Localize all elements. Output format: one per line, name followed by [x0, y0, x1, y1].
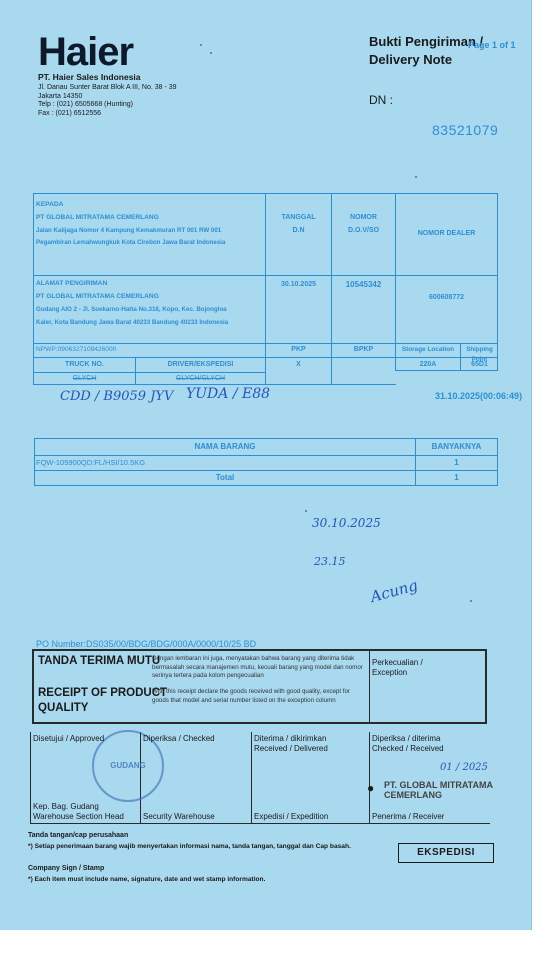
handwritten-date: 30.10.2025 [312, 516, 381, 530]
handwritten-driver: YUDA / E88 [186, 386, 271, 402]
tanda-terima-title: TANDA TERIMA MUTU [38, 655, 161, 667]
nomor-header: NOMOR [350, 214, 377, 221]
kepada-label: KEPADA [36, 201, 64, 208]
kepada-name: PT GLOBAL MITRATAMA CEMERLANG [36, 214, 159, 221]
printed-timestamp: 31.10.2025(00:06:49) [435, 391, 523, 401]
haier-logo: Haier [38, 30, 134, 74]
total-value: 1 [454, 473, 459, 482]
bpkp-header: BPKP [353, 346, 374, 353]
receiver-label: Penerima / Receiver [372, 812, 445, 821]
npwp: NPWP:0906327109426000 [36, 346, 117, 353]
dn-number: 83521079 [432, 122, 499, 138]
checked-label: Diperiksa / Checked [143, 734, 215, 743]
company-address: Jl. Danau Sunter Barat Blok A III, No. 38 - 39 Jakarta 14350 Telp : (021) 6505668 (Hunting) Fax : (021) 6512556 [38, 84, 177, 117]
nomor-sub-header: D.O.V/SO [347, 227, 380, 234]
nomor-value: 10545342 [345, 280, 382, 289]
receipt-quality-title: RECEIPT OF PRODUCT QUALITY [38, 687, 168, 714]
po-number: PO Number:DS035/00/BDG/BDG/000A/0000/10/25 BD [36, 639, 257, 649]
dn-label: DN : [369, 93, 393, 107]
document-title: Bukti Pengiriman / Delivery Note [369, 34, 484, 67]
checked-received-label: Diperiksa / diterima Checked / Received [372, 734, 444, 753]
pkp-value: X [296, 361, 301, 368]
shipping-point-header: Shipping Point [466, 346, 493, 363]
nomor-dealer-header: NOMOR DEALER [417, 230, 476, 237]
handwritten-truck: CDD / B9059 JYV [60, 389, 174, 404]
total-label: Total [215, 473, 235, 482]
driver-value: GLYCH/GLYCH [175, 375, 226, 382]
exception-label: Perkecualian / Exception [372, 658, 423, 677]
tanggal-value: 30.10.2025 [280, 281, 317, 288]
copy-label-ekspedisi: EKSPEDISI [398, 843, 494, 863]
truck-header: TRUCK NO. [65, 361, 104, 368]
alamat-address-2: Kaler, Kota Bandung Jawa Barat 40233 Bandung 40233 Indonesia [36, 319, 229, 326]
item-name: FQW-105900QD:FL/HSI/10.5KG [36, 458, 146, 467]
truck-value: GLYCH [72, 375, 97, 382]
driver-header: DRIVER/EKSPEDISI [167, 361, 234, 368]
alamat-address-1: Gudang AIO 2 - Jl. Soekarno-Hatta No.318, Kopo, Kec. Bojongloa [36, 306, 227, 313]
tanggal-sub-header: D.N [292, 227, 305, 234]
receiver-stamp-date: 01 / 2025 [440, 762, 488, 773]
warehouse-stamp: GUDANG [110, 761, 146, 770]
receipt-quality-desc: With this receipt declare the goods received with good quality, except for goods that model and serial number listed on the exception column [152, 688, 350, 704]
tanggal-header: TANGGAL [281, 214, 316, 221]
company-sign-label: Company Sign / Stamp [28, 865, 105, 872]
stamp-logo-icon: ● [367, 781, 375, 795]
dealer-value: 600608772 [428, 294, 465, 301]
storage-location-header: Storage Location [401, 346, 455, 353]
kepada-address-1: Jalan Kalijaga Nomor 4 Kampung Kemakmuran RT 001 RW 001 [36, 227, 222, 234]
handwritten-time: 23.15 [314, 555, 346, 568]
handwritten-signature: Acung [368, 576, 420, 606]
tanda-terima-desc: Dengan lembaran ini juga, menyatakan bahwa barang yang diterima tidak bermasalah secara manajemen mutu, kecuali barang yang model dan nomor serinya tertera pada kolom pengecualian [152, 655, 363, 680]
storage-value: 220A [419, 361, 437, 368]
receiver-company-stamp: PT. GLOBAL MITRATAMA CEMERLANG [384, 780, 493, 800]
col-banyaknya: BANYAKNYA [431, 442, 482, 451]
security-label: Security Warehouse [143, 812, 215, 821]
expedisi-label: Expedisi / Expedition [254, 812, 329, 821]
alamat-label: ALAMAT PENGIRIMAN [36, 280, 108, 287]
sign-stamp-label: Tanda tangan/cap perusahaan [28, 832, 129, 839]
alamat-name: PT GLOBAL MITRATAMA CEMERLANG [36, 293, 159, 300]
approved-label: Disetujui / Approved [33, 734, 105, 743]
company-name: PT. Haier Sales Indonesia [38, 72, 141, 82]
warehouse-head-label: Kep. Bag. Gudang Warehouse Section Head [33, 802, 124, 821]
page-number: Page 1 of 1 [468, 40, 516, 50]
company-sign-note: *) Each item must include name, signature, date and wet stamp information. [28, 876, 266, 883]
item-qty: 1 [454, 458, 459, 467]
sign-stamp-note: *) Setiap penerimaan barang wajib menyertakan informasi nama, tanda tangan, tanggal dan Cap basah. [28, 843, 351, 850]
shipping-value: 65D1 [471, 361, 488, 368]
col-nama-barang: NAMA BARANG [194, 442, 256, 451]
pkp-header: PKP [291, 346, 306, 353]
received-delivered-label: Diterima / dikirimkan Received / Delivered [254, 734, 328, 753]
kepada-address-2: Pegambiran Lemahwungkuk Kota Cirebon Jawa Barat Indonesia [36, 239, 226, 246]
